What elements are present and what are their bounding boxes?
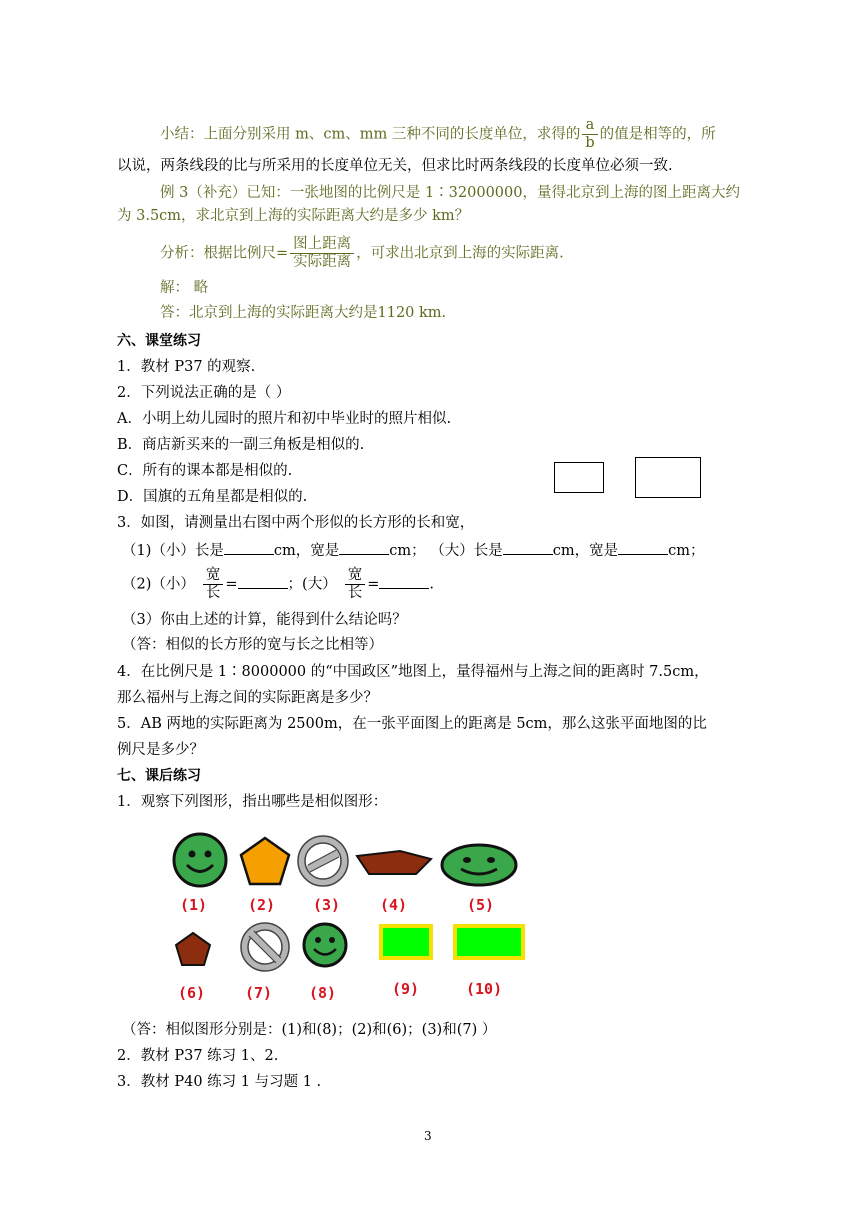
figure-label-3: (3) [313, 896, 341, 914]
section7-heading: 七、课后练习 [117, 768, 201, 784]
section6-heading: 六、课堂练习 [117, 333, 201, 349]
small-width-blank[interactable] [339, 540, 389, 555]
analysis-text-end: ，可求出北京到上海的实际距离. [356, 245, 564, 262]
large-width-blank[interactable] [618, 540, 668, 555]
question-3-3: （3）你由上述的计算，能得到什么结论吗？ [122, 612, 407, 628]
summary-line-2: 以说，两条线段的比与所采用的长度单位无关，但求比时两条线段的长度单位必须一致. [117, 158, 673, 174]
figure-label-10: (10) [466, 980, 503, 998]
q2-small-label: （2)（小） [122, 576, 195, 593]
large-rectangle-figure [635, 457, 701, 498]
formula-denominator: 实际距离 [293, 254, 352, 270]
equals-sign: = [367, 576, 380, 593]
question-3-2 [122, 567, 434, 602]
figure-label-8: (8) [309, 984, 337, 1002]
section6-item-2: 2．下列说法正确的是（ ） [117, 385, 291, 401]
q1-end: cm； [668, 543, 705, 559]
example3-analysis [160, 236, 564, 271]
figure-label-6: (6) [178, 984, 206, 1002]
example3-answer: 答：北京到上海的实际距离大约是1120 km. [160, 305, 447, 321]
ratio-denominator: 长 [347, 585, 363, 601]
ratio-numerator: 宽 [345, 567, 366, 585]
formula-numerator: 图上距离 [290, 236, 354, 254]
question-3-3-answer: （答：相似的长方形的宽与长之比相等） [122, 637, 383, 653]
example3-solution: 解： 略 [160, 280, 209, 296]
section6-item-5-line-1: 5．AB 两地的实际距离为 2500m，在一张平面图上的距离是 5cm，那么这张平面地图的比 [117, 716, 707, 732]
ratio-numerator: 宽 [203, 567, 224, 585]
small-rectangle-figure [554, 462, 604, 493]
option-d: D．国旗的五角星都是相似的. [117, 489, 308, 505]
option-a: A．小明上幼儿园时的照片和初中毕业时的照片相似. [117, 411, 452, 427]
figure-label-9: (9) [392, 980, 420, 998]
section7-item-3: 3．教材 P40 练习 1 与习题 1 . [117, 1074, 322, 1090]
fraction-a-over-b [582, 117, 597, 152]
equals-sign: = [225, 576, 238, 593]
option-c: C．所有的课本都是相似的. [117, 463, 293, 479]
large-length-blank[interactable] [503, 540, 553, 555]
section7-item-1: 1．观察下列图形，指出哪些是相似图形： [117, 794, 388, 810]
ratio-denominator: 长 [205, 585, 221, 601]
q2-end: . [429, 576, 434, 593]
width-over-length-large [345, 567, 366, 602]
question-3-1 [122, 540, 705, 561]
q1-small-width-label: cm，宽是 [273, 543, 340, 559]
section6-item-5-line-2: 例尺是多少？ [117, 742, 204, 758]
section6-item-4-line-1: 4．在比例尺是 1∶8000000 的“中国政区”地图上，量得福州与上海之间的距离时 7.5cm， [117, 664, 709, 680]
green-rectangle-icon [379, 924, 433, 960]
figure-label-2: (2) [248, 896, 276, 914]
small-length-blank[interactable] [224, 540, 274, 555]
option-b: B．商店新买来的一副三角板是相似的. [117, 437, 365, 453]
figure-label-1: (1) [180, 896, 208, 914]
small-ratio-blank[interactable] [238, 574, 288, 589]
page-number: 3 [424, 1129, 432, 1143]
section7-answer: （答：相似图形分别是：(1)和(8)；(2)和(6)；(3)和(7) ） [122, 1022, 497, 1038]
summary-line-1 [160, 117, 716, 152]
example3-line-2: 为 3.5cm，求北京到上海的实际距离大约是多少 km？ [117, 208, 470, 224]
small-prohibition-sign-icon [240, 922, 290, 972]
fraction-numerator: a [582, 117, 597, 135]
summary-text-end: 的值是相等的，所 [599, 126, 716, 143]
q1-large-length-label: cm； （大）长是 [389, 543, 503, 559]
small-smiley-face-icon [302, 922, 348, 968]
small-pentagon-icon [173, 930, 213, 968]
figure-label-4: (4) [380, 896, 408, 914]
fraction-denominator: b [585, 135, 595, 151]
width-over-length-small [203, 567, 224, 602]
example3-line-1: 例 3（补充）已知：一张地图的比例尺是 1∶32000000，量得北京到上海的图上距离大约 [160, 185, 740, 201]
section6-item-3: 3．如图，请测量出右图中两个形似的长方形的长和宽， [117, 515, 475, 531]
section6-item-4-line-2: 那么福州与上海之间的实际距离是多少？ [117, 690, 378, 706]
prohibition-sign-icon [297, 835, 349, 887]
summary-text: 小结：上面分别采用 m、cm、mm 三种不同的长度单位，求得的 [160, 126, 581, 143]
green-rectangle-icon [453, 924, 525, 960]
large-ratio-blank[interactable] [379, 574, 429, 589]
scale-formula-fraction [290, 236, 354, 271]
figure-label-7: (7) [245, 984, 273, 1002]
section6-item-1: 1．教材 P37 的观察. [117, 359, 256, 375]
pentagon-icon [238, 835, 292, 887]
flat-pentagon-icon [354, 849, 434, 877]
smiley-face-icon [172, 832, 228, 888]
analysis-text: 分析：根据比例尺= [160, 245, 289, 262]
section7-item-2: 2．教材 P37 练习 1、2. [117, 1048, 279, 1064]
q1-small-length-label: （1)（小）长是 [122, 543, 224, 559]
figure-label-5: (5) [467, 896, 495, 914]
q2-large-label: ；(大） [287, 576, 337, 593]
q1-large-width-label: cm，宽是 [552, 543, 619, 559]
oval-smiley-icon [439, 842, 519, 888]
